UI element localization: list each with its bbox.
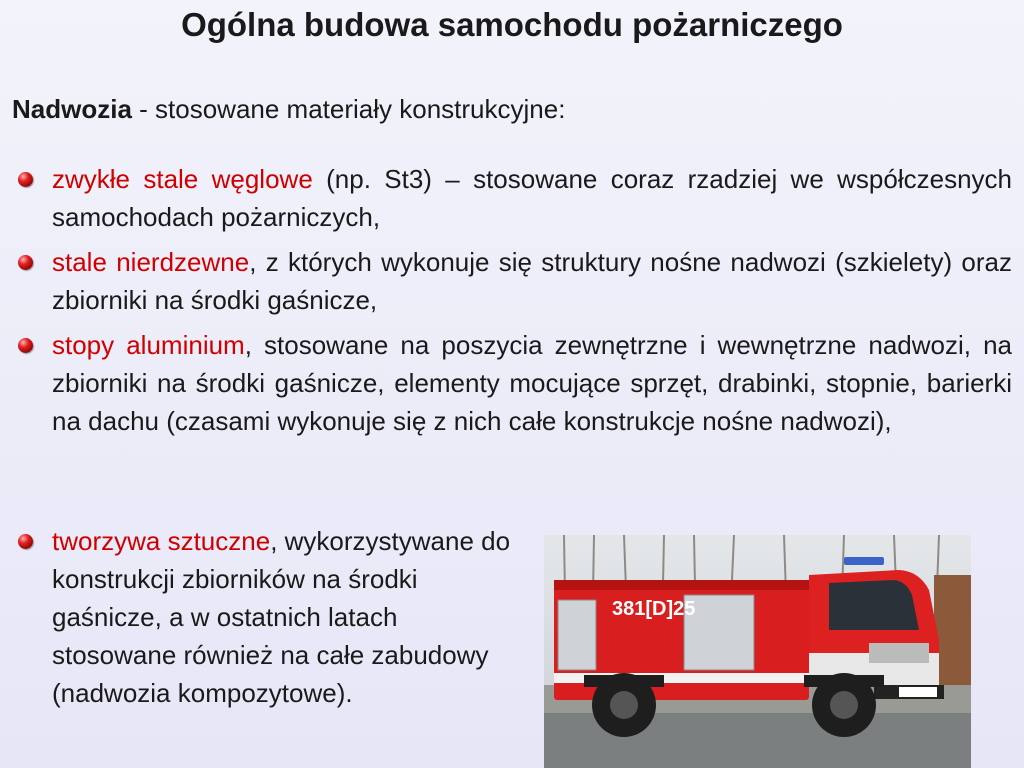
item-text: (np. St3) – stosowane coraz rzadziej we współczesnych samochodach pożarniczych, — [52, 164, 1012, 232]
fire-truck-illustration — [544, 535, 971, 768]
bullet-icon — [18, 534, 33, 549]
item-text: , stosowane na poszycia zewnętrzne i wewnętrzne nadwozi, na zbiorniki na środki gaśnicze, elementy mocujące sprzęt, drabinki, stopnie, barierki na dachu (czasami wykonuje się z nich całe konstrukcje nośne nadwozi), — [52, 330, 1012, 436]
slide-title: Ogólna budowa samochodu pożarniczego — [181, 6, 843, 43]
bullet-icon — [18, 172, 33, 187]
subtitle — [12, 94, 565, 125]
list-item — [12, 522, 512, 712]
bullet-icon — [18, 255, 33, 270]
subtitle-bold: Nadwozia — [12, 94, 132, 124]
bullet-list — [12, 160, 1012, 440]
fire-truck-photo — [544, 535, 971, 768]
bullet-list-last — [12, 522, 512, 712]
bullet-icon — [18, 338, 33, 353]
item-highlight: zwykłe stale węglowe — [52, 164, 313, 194]
item-highlight: stale nierdzewne — [52, 247, 250, 277]
list-item — [12, 160, 1012, 236]
item-highlight: tworzywa sztuczne — [52, 526, 271, 556]
item-text: , z których wykonuje się struktury nośne nadwozi (szkielety) oraz zbiorniki na środki gaśnicze, — [52, 247, 1012, 315]
subtitle-rest: - stosowane materiały konstrukcyjne: — [131, 94, 566, 124]
list-item — [12, 243, 1012, 319]
list-item — [12, 326, 1012, 440]
vehicle-number: 381[D]25 — [612, 598, 696, 620]
item-text: , wykorzystywane do konstrukcji zbiorników na środki gaśnicze, a w ostatnich latach stosowane również na całe zabudowy (nadwozia kompozytowe). — [52, 526, 511, 708]
item-highlight: stopy aluminium — [52, 330, 245, 360]
